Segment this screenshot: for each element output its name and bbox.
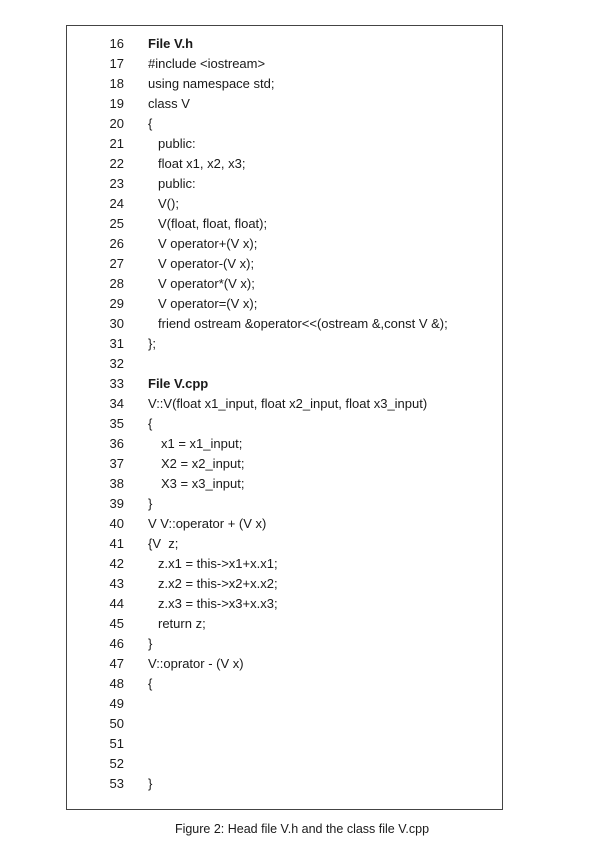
code-text: public:: [158, 176, 196, 191]
code-text: V::V(float x1_input, float x2_input, float x3_input): [148, 396, 428, 411]
line-number: 52: [109, 756, 124, 771]
code-text: V operator=(V x);: [158, 296, 258, 311]
line-number: 22: [109, 156, 124, 171]
line-number: 20: [109, 116, 124, 131]
code-line: [67, 134, 502, 154]
code-text: public:: [158, 136, 196, 151]
code-line: [67, 654, 502, 674]
code-line: [67, 154, 502, 174]
line-number: 31: [109, 336, 124, 351]
code-text: V operator-(V x);: [158, 256, 255, 271]
line-number: 42: [109, 556, 124, 571]
code-line: [67, 714, 502, 734]
code-text: }: [148, 496, 153, 511]
line-number: 53: [109, 776, 124, 791]
line-number: 37: [109, 456, 124, 471]
code-text: class V: [148, 96, 190, 111]
code-line: [67, 614, 502, 634]
code-text: #include <iostream>: [148, 56, 266, 71]
code-line: [67, 754, 502, 774]
line-number: 47: [109, 656, 124, 671]
line-number: 25: [109, 216, 124, 231]
code-line: [67, 334, 502, 354]
code-line: [67, 254, 502, 274]
code-line: [67, 474, 502, 494]
line-number: 40: [109, 516, 124, 531]
code-text: {: [148, 116, 153, 131]
code-text: {V z;: [148, 536, 179, 551]
code-text: V(float, float, float);: [158, 216, 268, 231]
code-line: [67, 234, 502, 254]
line-number: 27: [109, 256, 124, 271]
line-number: 19: [109, 96, 124, 111]
code-text: }: [148, 636, 153, 651]
code-text: z.x2 = this->x2+x.x2;: [158, 576, 278, 591]
line-number: 36: [109, 436, 124, 451]
code-text: V operator*(V x);: [158, 276, 255, 291]
line-number: 21: [109, 136, 124, 151]
code-line: [67, 354, 502, 374]
code-text: };: [148, 336, 156, 351]
line-number: 35: [109, 416, 124, 431]
line-number: 41: [109, 536, 124, 551]
code-line: [67, 694, 502, 714]
line-number: 29: [109, 296, 124, 311]
code-line: [67, 514, 502, 534]
line-number: 18: [109, 76, 124, 91]
code-line: [67, 494, 502, 514]
code-line: [67, 534, 502, 554]
code-text: {: [148, 676, 153, 691]
code-text: V operator+(V x);: [158, 236, 258, 251]
code-text: return z;: [158, 616, 206, 631]
line-number: 24: [109, 196, 124, 211]
line-number: 28: [109, 276, 124, 291]
code-line: [67, 574, 502, 594]
line-number: 39: [109, 496, 124, 511]
line-number: 33: [109, 376, 124, 391]
code-text: using namespace std;: [148, 76, 275, 91]
code-line: [67, 674, 502, 694]
code-line: [67, 434, 502, 454]
code-line: [67, 374, 502, 394]
line-number: 45: [109, 616, 124, 631]
code-line: [67, 314, 502, 334]
code-line: [67, 174, 502, 194]
code-text: }: [148, 776, 153, 791]
line-number: 38: [109, 476, 124, 491]
code-line: [67, 594, 502, 614]
line-number: 50: [109, 716, 124, 731]
code-text: z.x1 = this->x1+x.x1;: [158, 556, 278, 571]
line-number: 17: [109, 56, 124, 71]
code-line: [67, 94, 502, 114]
code-listing-box: [66, 25, 503, 810]
code-line: [67, 454, 502, 474]
code-text: V();: [158, 196, 179, 211]
line-number: 46: [109, 636, 124, 651]
code-line: [67, 54, 502, 74]
code-line: [67, 294, 502, 314]
code-line: [67, 774, 502, 794]
line-number: 30: [109, 316, 124, 331]
line-number: 23: [109, 176, 124, 191]
code-line: [67, 734, 502, 754]
code-text: File V.h: [148, 36, 194, 51]
code-text: File V.cpp: [148, 376, 209, 391]
code-line: [67, 634, 502, 654]
line-number: 34: [109, 396, 124, 411]
code-text: float x1, x2, x3;: [158, 156, 246, 171]
code-line: [67, 34, 502, 54]
line-number: 32: [109, 356, 124, 371]
code-line: [67, 554, 502, 574]
code-text: V V::operator + (V x): [148, 516, 267, 531]
figure-caption: Figure 2: Head file V.h and the class file V.cpp: [174, 822, 430, 836]
code-text: X2 = x2_input;: [161, 456, 245, 471]
code-line: [67, 74, 502, 94]
code-line: [67, 214, 502, 234]
code-text: x1 = x1_input;: [161, 436, 243, 451]
code-text: z.x3 = this->x3+x.x3;: [158, 596, 278, 611]
code-line: [67, 194, 502, 214]
code-text: V::oprator - (V x): [148, 656, 244, 671]
line-number: 43: [109, 576, 124, 591]
code-text: {: [148, 416, 153, 431]
code-text: X3 = x3_input;: [161, 476, 245, 491]
line-number: 44: [109, 596, 124, 611]
code-line: [67, 274, 502, 294]
code-line: [67, 114, 502, 134]
code-line: [67, 394, 502, 414]
code-line: [67, 414, 502, 434]
line-number: 51: [109, 736, 124, 751]
line-number: 16: [109, 36, 124, 51]
code-text: friend ostream &operator<<(ostream &,const V &);: [158, 316, 448, 331]
line-number: 48: [109, 676, 124, 691]
line-number: 49: [109, 696, 124, 711]
line-number: 26: [109, 236, 124, 251]
